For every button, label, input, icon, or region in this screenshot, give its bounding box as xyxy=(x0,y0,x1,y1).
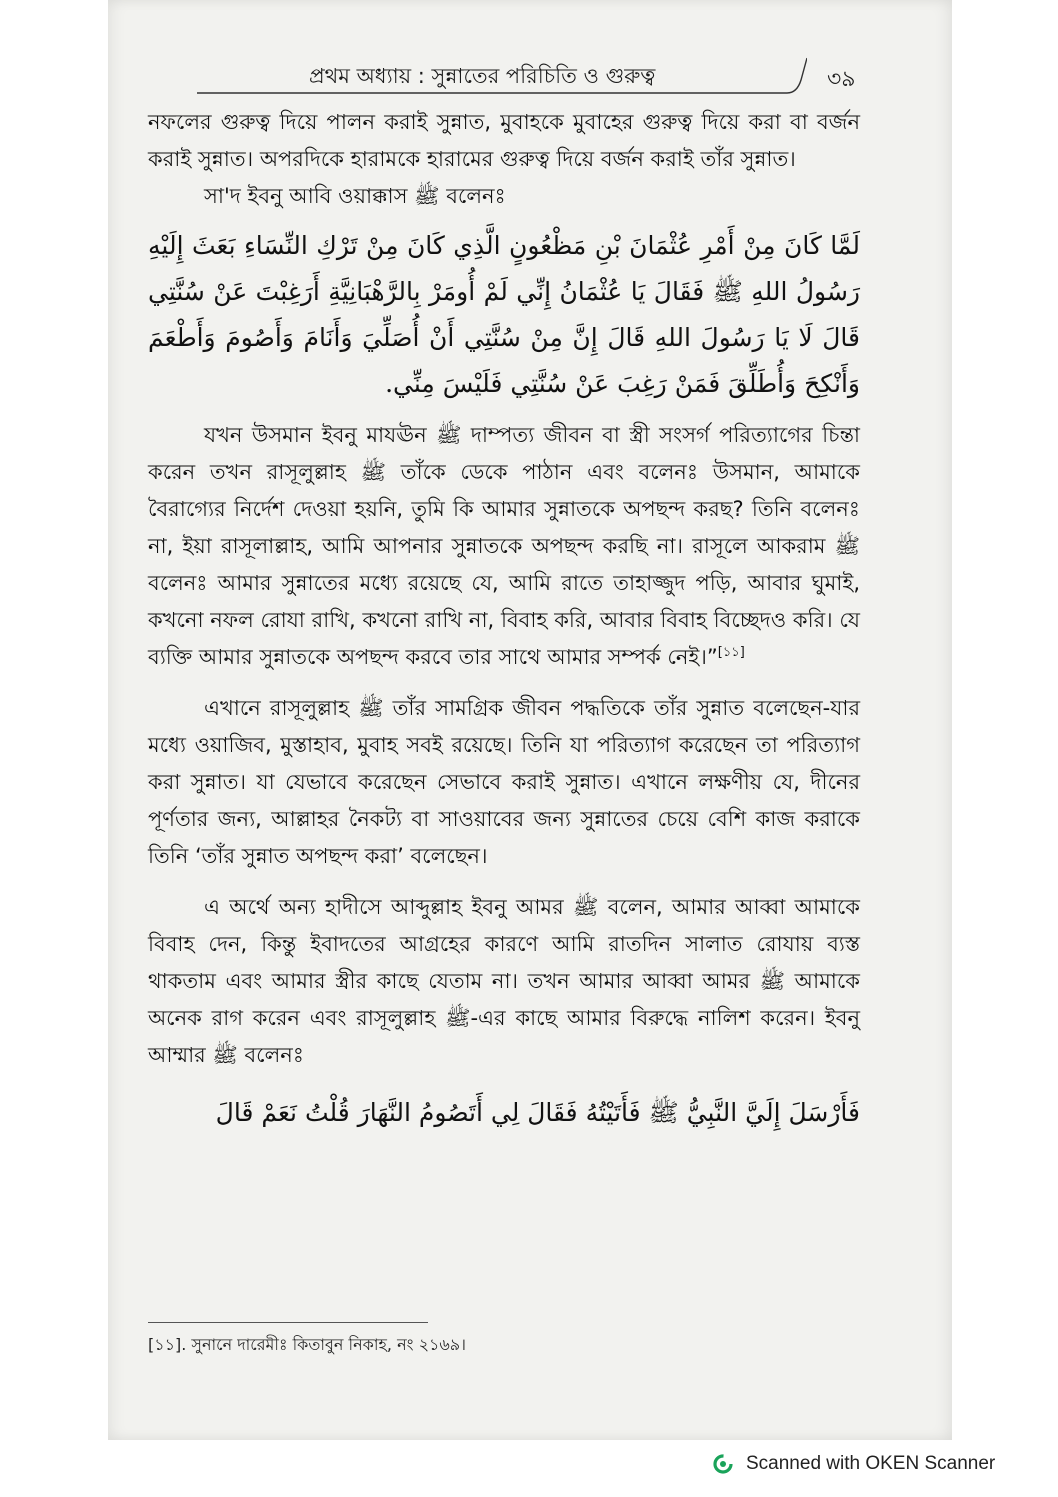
footnote-separator xyxy=(148,1322,428,1323)
oken-logo-icon xyxy=(712,1453,734,1475)
arabic-hadith-text: لَمَّا كَانَ مِنْ أَمْرِ عُثْمَانَ بْنِ مَظْعُونٍ الَّذِي كَانَ مِنْ تَرْكِ النِّسَاءِ بَعَثَ إِلَيْهِ رَسُولُ اللهِ ﷺ فَقَالَ يَا عُثْمَانُ إِنِّي لَمْ أُومَرْ بِالرَّهْبَانِيَّةِ أَرَغِبْتَ عَنْ سُنَّتِي قَالَ لَا يَا رَسُولَ اللهِ قَالَ إِنَّ مِنْ سُنَّتِي أَنْ أُصَلِّيَ وَأَنَامَ وَأَصُومَ وَأَطْعَمَ وَأَنْكِحَ وَأُطَلِّقَ فَمَنْ رَغِبَ عَنْ سُنَّتِي فَلَيْسَ مِنِّي. xyxy=(148,231,860,398)
paragraph: এখানে রাসূলুল্লাহ ﷺ তাঁর সামগ্রিক জীবন পদ্ধতিকে তাঁর সুন্নাত বলেছেন-যার মধ্যে ওয়াজিব, মুস্তাহাব, মুবাহ সবই রয়েছে। তিনি যা পরিত্যাগ করেছেন তা পরিত্যাগ করা সুন্নাত। যা যেভাবে করেছেন সেভাবে করাই সুন্নাত। এখানে লক্ষণীয় যে, দীনের পূর্ণতার জন্য, আল্লাহর নৈকট্য বা সাওয়াবের জন্য সুন্নাতের চেয়ে বেশি কাজ করাকে তিনি ‘তাঁর সুন্নাত অপছন্দ করা’ বলেছেন। xyxy=(148,696,860,868)
footnote-reference: [১১] xyxy=(717,645,745,660)
paragraph-text: যখন উসমান ইবনু মাযঊন ﷺ দাম্পত্য জীবন বা স্ত্রী সংসর্গ পরিত্যাগের চিন্তা করেন তখন রাসূলুল্লাহ ﷺ তাঁকে ডেকে পাঠান এবং বলেনঃ উসমান, আমাকে বৈরাগ্যের নির্দেশ দেওয়া হয়নি, তুমি কি আমার সুন্নাতকে অপছন্দ করছ? তিনি বলেনঃ না, ইয়া রাসূলাল্লাহ, আমি আপনার সুন্নাতকে অপছন্দ করছি না। রাসূলে আকরাম ﷺ বলেনঃ আমার সুন্নাতের মধ্যে রয়েছে যে, আমি রাতে তাহাজ্জুদ পড়ি, আবার ঘুমাই, কখনো নফল রোযা রাখি, কখনো রাখি না, বিবাহ করি, আবার বিবাহ বিচ্ছেদও করি। যে ব্যক্তি আমার সুন্নাতকে অপছন্দ করবে তার সাথে আমার সম্পর্ক নেই।” xyxy=(148,423,861,669)
scanner-watermark xyxy=(712,1453,995,1475)
page-body xyxy=(148,104,860,1146)
paragraph: এ অর্থে অন্য হাদীসে আব্দুল্লাহ ইবনু আমর ﷺ বলেন, আমার আব্বা আমাকে বিবাহ দেন, কিন্তু ইবাদতের আগ্রহের কারণে আমি রাতদিন সালাত রোযায় ব্যস্ত থাকতাম এবং আমার স্ত্রীর কাছে যেতাম না। তখন আমার আব্বা আমর ﷺ আমাকে অনেক রাগ করেন এবং রাসূলুল্লাহ ﷺ-এর কাছে আমার বিরুদ্ধে নালিশ করেন। ইবনু আম্মার ﷺ বলেনঃ xyxy=(148,895,860,1067)
paragraph xyxy=(148,417,860,676)
paragraph: সা'দ ইবনু আবি ওয়াক্কাস ﷺ বলেনঃ xyxy=(204,184,506,208)
footnote: [১১]. সুনানে দারেমীঃ কিতাবুন নিকাহ, নং ২১৬৯। xyxy=(148,1335,466,1354)
paragraph: নফলের গুরুত্ব দিয়ে পালন করাই সুন্নাত, মুবাহকে মুবাহের গুরুত্ব দিয়ে করা বা বর্জন করাই সুন্নাত। অপরদিকে হারামকে হারামের গুরুত্ব দিয়ে বর্জন করাই তাঁর সুন্নাত। xyxy=(148,110,860,171)
page-number: ৩৯ xyxy=(827,67,856,92)
chapter-title: প্রথম অধ্যায় : সুন্নাতের পরিচিতি ও গুরুত্ব xyxy=(309,64,656,88)
scanner-label: Scanned with OKEN Scanner xyxy=(746,1453,996,1474)
running-head xyxy=(197,56,856,96)
arabic-hadith-text: فَأَرْسَلَ إِلَيَّ النَّبِيُّ ﷺ فَأَتَيْتُهُ فَقَالَ لِي أَتَصُومُ النَّهَارَ قُلْتُ نَعَمْ قَالَ xyxy=(215,1098,860,1127)
